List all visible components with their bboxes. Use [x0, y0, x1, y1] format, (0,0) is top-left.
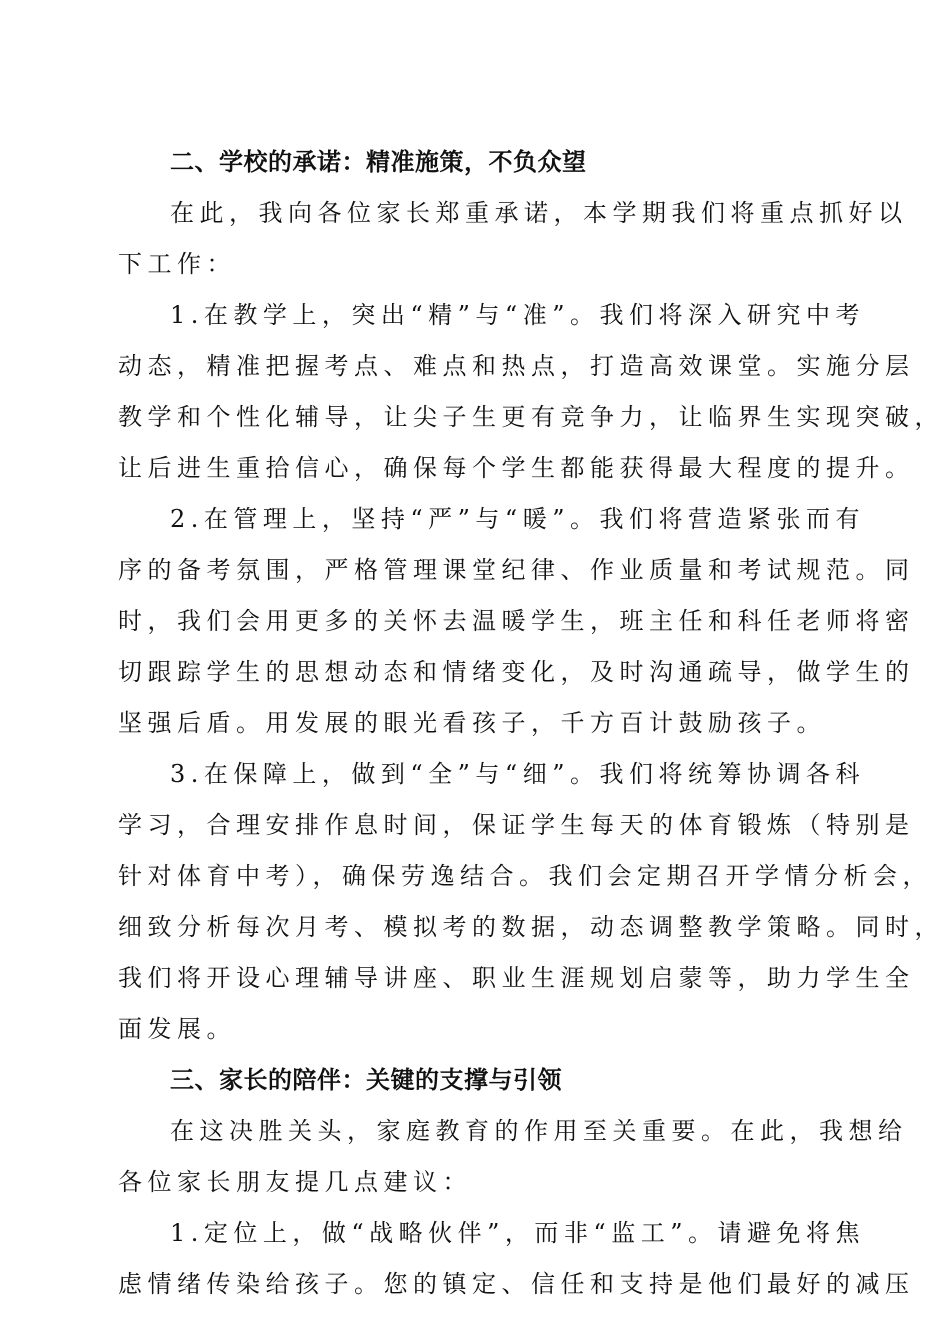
- document-body: [118, 141, 944, 1314]
- paragraph-line: 2.在管理上，坚持“严”与“暖”。我们将营造紧张而有: [170, 505, 865, 533]
- paragraph-line: 3.在保障上，做到“全”与“细”。我们将统筹协调各科: [170, 760, 865, 788]
- paragraph-line: 我们将开设心理辅导讲座、职业生涯规划启蒙等，助力学生全: [118, 964, 915, 992]
- paragraph-line: 虑情绪传染给孩子。您的镇定、信任和支持是他们最好的减压: [118, 1270, 915, 1298]
- paragraph-positioning: [118, 1212, 915, 1305]
- section-heading-2: 二、学校的承诺：精准施策，不负众望: [170, 148, 587, 176]
- paragraph-management: [118, 498, 915, 744]
- paragraph-line: 针对体育中考），确保劳逸结合。我们会定期召开学情分析会，: [118, 862, 932, 890]
- paragraph-line: 教学和个性化辅导，让尖子生更有竞争力，让临界生实现突破，: [118, 403, 944, 431]
- paragraph-line: 学习，合理安排作息时间，保证学生每天的体育锻炼（特别是: [118, 811, 915, 839]
- paragraph-parents-intro: [118, 1110, 908, 1203]
- paragraph-line: 序的备考氛围，严格管理课堂纪律、作业质量和考试规范。同: [118, 556, 915, 584]
- paragraph-line: 在此，我向各位家长郑重承诺，本学期我们将重点抓好以: [170, 199, 908, 227]
- paragraph-line: 坚强后盾。用发展的眼光看孩子，千方百计鼓励孩子。: [118, 709, 826, 737]
- paragraph-teaching: [118, 294, 944, 489]
- paragraph-line: 在这决胜关头，家庭教育的作用至关重要。在此，我想给: [170, 1117, 908, 1145]
- paragraph-line: 1.在教学上，突出“精”与“准”。我们将深入研究中考: [170, 301, 865, 329]
- paragraph-line: 动态，精准把握考点、难点和热点，打造高效课堂。实施分层: [118, 352, 915, 380]
- paragraph-line: 细致分析每次月考、模拟考的数据，动态调整教学策略。同时，: [118, 913, 944, 941]
- paragraph-line: 1.定位上，做“战略伙伴”，而非“监工”。请避免将焦: [170, 1219, 865, 1247]
- paragraph-line: 下工作：: [118, 250, 236, 278]
- paragraph-line: 让后进生重拾信心，确保每个学生都能获得最大程度的提升。: [118, 454, 915, 482]
- paragraph-line: 时，我们会用更多的关怀去温暖学生，班主任和科任老师将密: [118, 607, 915, 635]
- paragraph-line: 面发展。: [118, 1015, 236, 1043]
- section-heading-3: 三、家长的陪伴：关键的支撑与引领: [170, 1066, 562, 1094]
- paragraph-line: 切跟踪学生的思想动态和情绪变化，及时沟通疏导，做学生的: [118, 658, 915, 686]
- paragraph-support: [118, 753, 944, 1050]
- paragraph-intro: [118, 192, 908, 285]
- paragraph-line: 各位家长朋友提几点建议：: [118, 1168, 472, 1196]
